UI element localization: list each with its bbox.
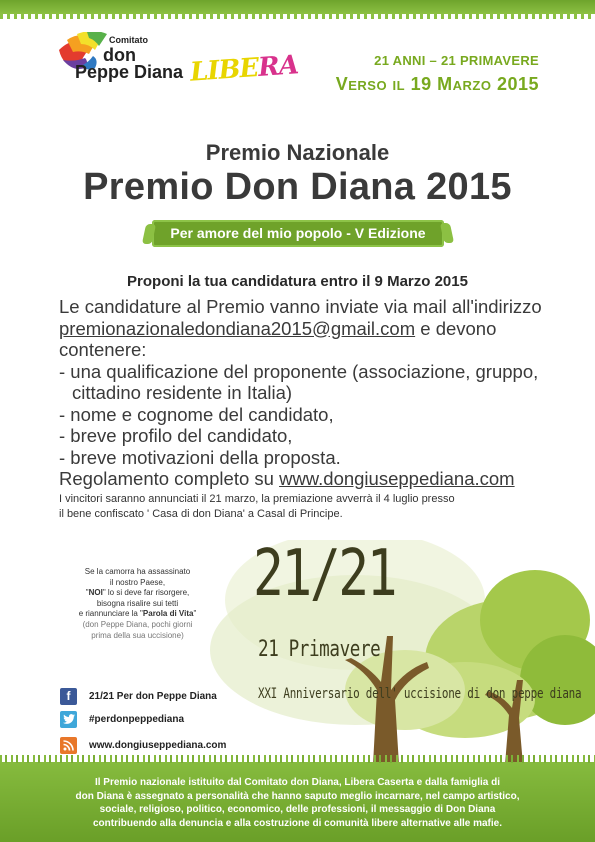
anni-primavere: 21 ANNI – 21 PRIMAVERE [374, 53, 539, 68]
comitato-name: Peppe Diana [75, 62, 184, 82]
social-website[interactable] [60, 736, 226, 754]
quote-noi: NOI [88, 588, 103, 598]
winners-line: I vincitori saranno annunciati il 21 marzo, la premiazione avverrà il 4 luglio presso [59, 493, 455, 505]
list-item: - nome e cognome del candidato, [59, 403, 334, 425]
art-anniversario: XXI Anniversario dell' uccisione di don peppe diana [258, 686, 582, 702]
list-item: - una qualificazione del proponente (associazione, gruppo, [59, 360, 539, 382]
submission-instructions [59, 296, 559, 490]
intro-line: Le candidature al Premio vanno inviate via mail all'indirizzo [59, 296, 542, 317]
email-line [59, 318, 559, 361]
regolamento-link[interactable]: www.dongiuseppediana.com [279, 468, 515, 489]
quote-line: il nostro Paese, [109, 577, 166, 587]
intro-end: e devono contenere: [59, 317, 497, 360]
libera-logo [189, 50, 299, 87]
twitter-label: #perdonpeppediana [89, 713, 185, 725]
libera-logo-part1: LIBE [189, 53, 260, 88]
footer-line: contribuendo alla denuncia e alla costruzione di comunità libere alternative alle mafie. [93, 817, 502, 829]
footer-line: sociale, religioso, politico, economico, delle professioni, il messaggio di Don Diana [99, 804, 496, 816]
quote-parola: Parola di Vita [142, 609, 194, 619]
social-facebook[interactable] [60, 687, 217, 705]
footer-line: Il Premio nazionale istituito dal Comitato don Diana, Libera Caserta e dalla famiglia di [94, 777, 501, 788]
quote-line: e riannunciare la "Parola di Vita" [78, 609, 197, 619]
art-2121: 21/21 [253, 537, 396, 611]
comitato-don: don [103, 45, 136, 65]
banner-text: Per amore del mio popolo - V Edizione [170, 225, 426, 241]
quote-signature: prima della sua uccisione) [91, 630, 184, 640]
comitato-logo-text [75, 35, 184, 82]
rss-icon [60, 737, 77, 754]
winners-line: il bene confiscato ' Casa di don Diana' a Casal di Principe. [59, 507, 343, 520]
winners-announcement [59, 492, 559, 521]
regolamento-line [59, 468, 559, 490]
edition-banner [152, 220, 444, 247]
email-link[interactable]: premionazionaledondiana2015@gmail.com [59, 317, 416, 339]
list-item: - breve motivazioni della proposta. [59, 446, 341, 468]
deadline-heading: Proponi la tua candidatura entro il 9 Marzo 2015 [127, 273, 468, 290]
page-title: Premio Don Diana 2015 [83, 166, 512, 208]
don-diana-quote [60, 567, 215, 641]
regolamento-label: Regolamento completo su [59, 468, 280, 489]
quote-line: Se la camorra ha assassinato [84, 567, 191, 576]
quote-line: bisogna risalire sui tetti [96, 598, 179, 608]
twitter-icon [60, 711, 77, 728]
header-dates [336, 53, 539, 95]
list-item: - breve profilo del candidato, [59, 425, 293, 446]
facebook-label: 21/21 Per don Peppe Diana [89, 690, 217, 702]
art-primavere: 21 Primavere [258, 637, 381, 662]
quote-line: "NOI" lo si deve far risorgere, [85, 588, 190, 598]
footer-line: don Diana è assegnato a personalità che hanno saputo meglio incarnare, nel campo artistico, [75, 790, 520, 802]
grass-top-border [0, 0, 595, 14]
verso-date: Verso il 19 Marzo 2015 [335, 74, 539, 94]
quote-signature: (don Peppe Diana, pochi giorni [82, 619, 193, 629]
facebook-icon: f [60, 688, 77, 705]
libera-logo-part2: RA [257, 50, 299, 83]
list-item: cittadino residente in Italia) [72, 382, 293, 403]
social-twitter[interactable] [60, 710, 184, 728]
footer-description [40, 776, 555, 830]
website-label: www.dongiuseppediana.com [89, 739, 227, 751]
page-subtitle: Premio Nazionale [205, 140, 390, 165]
comitato-label: Comitato [109, 35, 148, 45]
